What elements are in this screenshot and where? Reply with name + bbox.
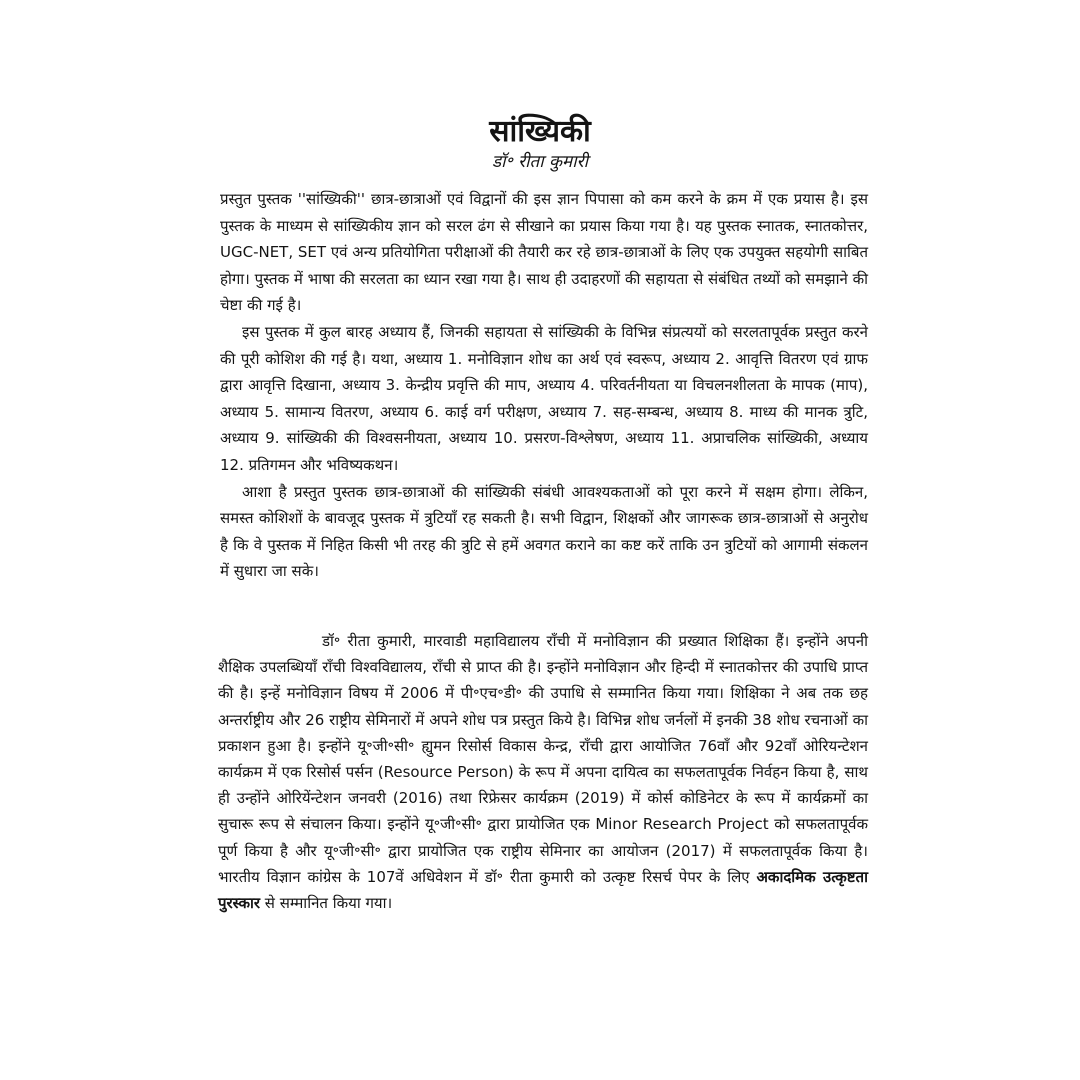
author-bio bbox=[218, 628, 868, 916]
author-bio-tail: से सम्मानित किया गया। bbox=[260, 894, 393, 913]
author-bio-text: डॉ॰ रीता कुमारी, मारवाडी महाविद्यालय राँची में मनोविज्ञान की प्रख्यात शिक्षिका हैं। इन्होंने अपनी शैक्षिक उपलब्धियाँ राँची विश्वविद्यालय, राँची से प्राप्त की है। इन्होंने मनोविज्ञान और हिन्दी में स्नातकोत्तर की उपाधि प्राप्त की है। इन्हें मनोविज्ञान विषय में 2006 में पी॰एच॰डी॰ की उपाधि से सम्मानित किया गया। शिक्षिका ने अब तक छह अन्तर्राष्ट्रीय और 26 राष्ट्रीय सेमिनारों में अपने शोध पत्र प्रस्तुत किये है। विभिन्न शोध जर्नलों में इनकी 38 शोध रचनाओं का प्रकाशन हुआ है। इन्होंने यू॰जी॰सी॰ ह्युमन रिसोर्स विकास केन्द्र, राँची द्वारा आयोजित 76वाँ और 92वाँ ओरियन्टेशन कार्यक्रम में एक रिसोर्स पर्सन (Resource Person) के रूप में अपना दायित्व का सफलतापूर्वक निर्वहन किया है, साथ ही उन्होंने ओरियेंन्टेशन जनवरी (2016) तथा रिफ्रेसर कार्यक्रम (2019) में कोर्स कोडिनेटर के रूप में कार्यक्रमों का सुचारू रूप से संचालन किया। इन्होंने यू॰जी॰सी॰ द्वारा प्रायोजित एक Minor Research Project को सफलतापूर्वक पूर्ण किया है और यू॰जी॰सी॰ द्वारा प्रायोजित एक राष्ट्रीय सेमिनार का आयोजन (2017) में सफलतापूर्वक किया है। भारतीय विज्ञान कांग्रेस के 107वें अधिवेशन में डॉ॰ रीता कुमारी को उत्कृष्ट रिसर्च पेपर के लिए bbox=[218, 632, 868, 886]
author-bio-paragraph bbox=[218, 628, 868, 916]
author-name: डॉ॰ रीता कुमारी bbox=[492, 152, 588, 172]
book-title: सांख्यिकी bbox=[489, 114, 591, 149]
award-name: अकादमिक उत्कृष्टता पुरस्कार bbox=[218, 867, 868, 913]
preface-body bbox=[220, 186, 868, 585]
preface-paragraph-3: आशा है प्रस्तुत पुस्तक छात्र-छात्राओं की सांख्यिकी संबंधी आवश्यकताओं को पूरा करने में सक्षम होगा। लेकिन, समस्त कोशिशों के बावजूद पुस्तक में त्रुटियाँ रह सकती है। सभी विद्वान, शिक्षकों और जागरूक छात्र-छात्राओं से अनुरोध है कि वे पुस्तक में निहित किसी भी तरह की त्रुटि से हमें अवगत कराने का कष्ट करें ताकि उन त्रुटियों को आगामी संकलन में सुधारा जा सके। bbox=[220, 482, 868, 581]
preface-paragraph-1: प्रस्तुत पुस्तक ''सांख्यिकी'' छात्र-छात्राओं एवं विद्वानों की इस ज्ञान पिपासा को कम करने के क्रम में एक प्रयास है। इस पुस्तक के माध्यम से सांख्यिकीय ज्ञान को सरल ढंग से सीखाने का प्रयास किया गया है। यह पुस्तक स्नातक, स्नातकोत्तर, UGC-NET, SET एवं अन्य प्रतियोगिता परीक्षाओं की तैयारी कर रहे छात्र-छात्राओं के लिए एक उपयुक्त सहयोगी साबित होगा। पुस्तक में भाषा की सरलता का ध्यान रखा गया है। साथ ही उदाहरणों की सहायता से संबंधित तथ्यों को समझाने की चेष्टा की गई है। bbox=[220, 190, 868, 315]
preface-paragraph-2: इस पुस्तक में कुल बारह अध्याय हैं, जिनकी सहायता से सांख्यिकी के विभिन्न संप्रत्ययों को सरलतापूर्वक प्रस्तुत करने की पूरी कोशिश की गई है। यथा, अध्याय 1. मनोविज्ञान शोध का अर्थ एवं स्वरूप, अध्याय 2. आवृत्ति वितरण एवं ग्राफ द्वारा आवृत्ति दिखाना, अध्याय 3. केन्द्रीय प्रवृत्ति की माप, अध्याय 4. परिवर्तनीयता या विचलनशीलता के मापक (माप), अध्याय 5. सामान्य वितरण, अध्याय 6. काई वर्ग परीक्षण, अध्याय 7. सह-सम्बन्ध, अध्याय 8. माध्य की मानक त्रुटि, अध्याय 9. सांख्यिकी की विश्वसनीयता, अध्याय 10. प्रसरण-विश्लेषण, अध्याय 11. अप्राचलिक सांख्यिकी, अध्याय 12. प्रतिगमन और भविष्यकथन। bbox=[220, 322, 868, 474]
